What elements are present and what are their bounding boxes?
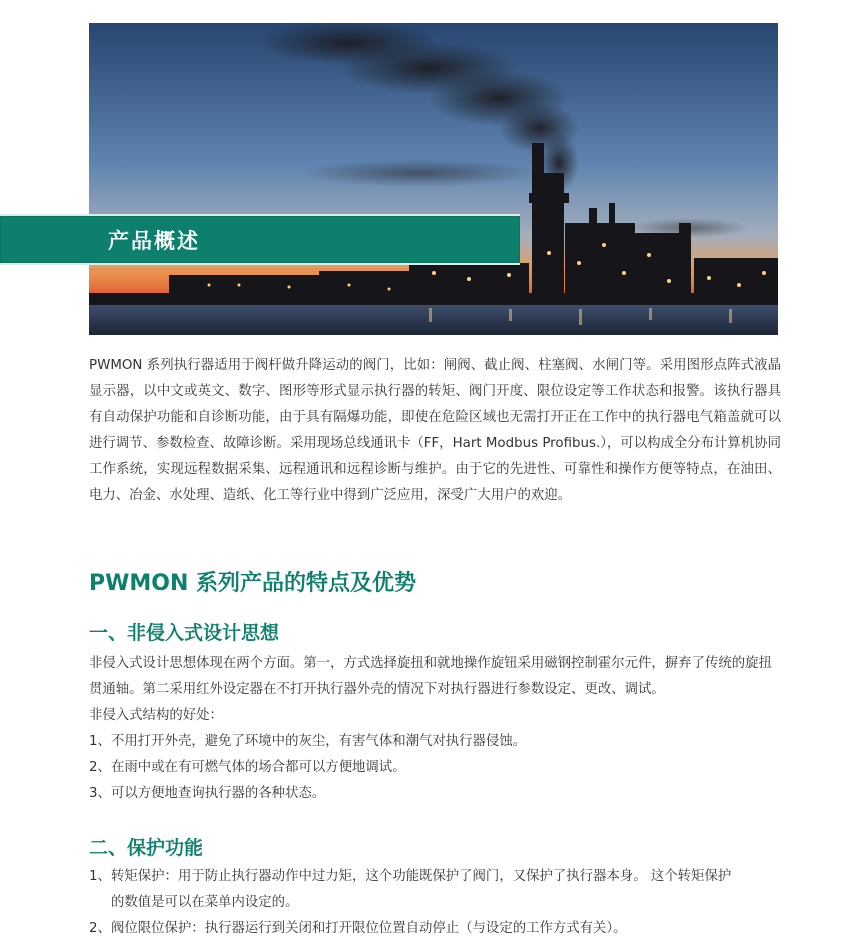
factory-dusk-illustration	[89, 23, 778, 335]
section1-sub-heading: 非侵入式结构的好处：	[89, 708, 223, 723]
section2-title: 二、保护功能	[89, 837, 204, 859]
section-banner	[0, 214, 520, 265]
list-item: 1、转矩保护：用于防止执行器动作中过力矩，这个功能既保护了阀门，又保护了执行器本身。 这个转矩保护	[89, 869, 732, 884]
banner-title: 产品概述	[108, 229, 200, 253]
list-item: 1、不用打开外壳，避免了环境中的灰尘，有害气体和潮气对执行器侵蚀。	[89, 734, 527, 749]
list-item: 3、可以方便地查询执行器的各种状态。	[89, 786, 326, 801]
features-title: PWMON 系列产品的特点及优势	[89, 571, 417, 596]
section1-title: 一、非侵入式设计思想	[89, 622, 280, 644]
hero-image	[89, 23, 778, 335]
list-item-continuation: 的数值是可以在菜单内设定的。	[111, 895, 299, 910]
list-item: 2、在雨中或在有可燃气体的场合都可以方便地调试。	[89, 760, 406, 775]
list-item: 2、阀位限位保护：执行器运行到关闭和打开限位位置自动停止（与设定的工作方式有关）。	[89, 921, 627, 936]
intro-paragraph: PWMON 系列执行器适用于阀杆做升降运动的阀门，比如：闸阀、截止阀、柱塞阀、水闸门等。采用图形点阵式液晶显示器，以中文或英文、数字、图形等形式显示执行器的转矩、阀门开度、限位设定等工作状态和报警。该执行器具有自动保护功能和自诊断功能，由于具有隔爆功能，即使在危险区域也无需打开正在工作中的执行器电气箱盖就可以进行调节、参数检查、故障诊断。采用现场总线通讯卡（FF，Hart Modbus Profibus.），可以构成全分布计算机协同工作系统，实现远程数据采集、远程通讯和远程诊断与维护。由于它的先进性、可靠性和操作方便等特点，在油田、电力、冶金、水处理、造纸、化工等行业中得到广泛应用，深受广大用户的欢迎。	[89, 358, 781, 503]
section1-paragraph: 非侵入式设计思想体现在两个方面。第一，方式选择旋扭和就地操作旋钮采用磁钢控制霍尔元件，摒弃了传统的旋扭贯通轴。第二采用红外设定器在不打开执行器外壳的情况下对执行器进行参数设定、更改、调试。	[89, 656, 772, 697]
